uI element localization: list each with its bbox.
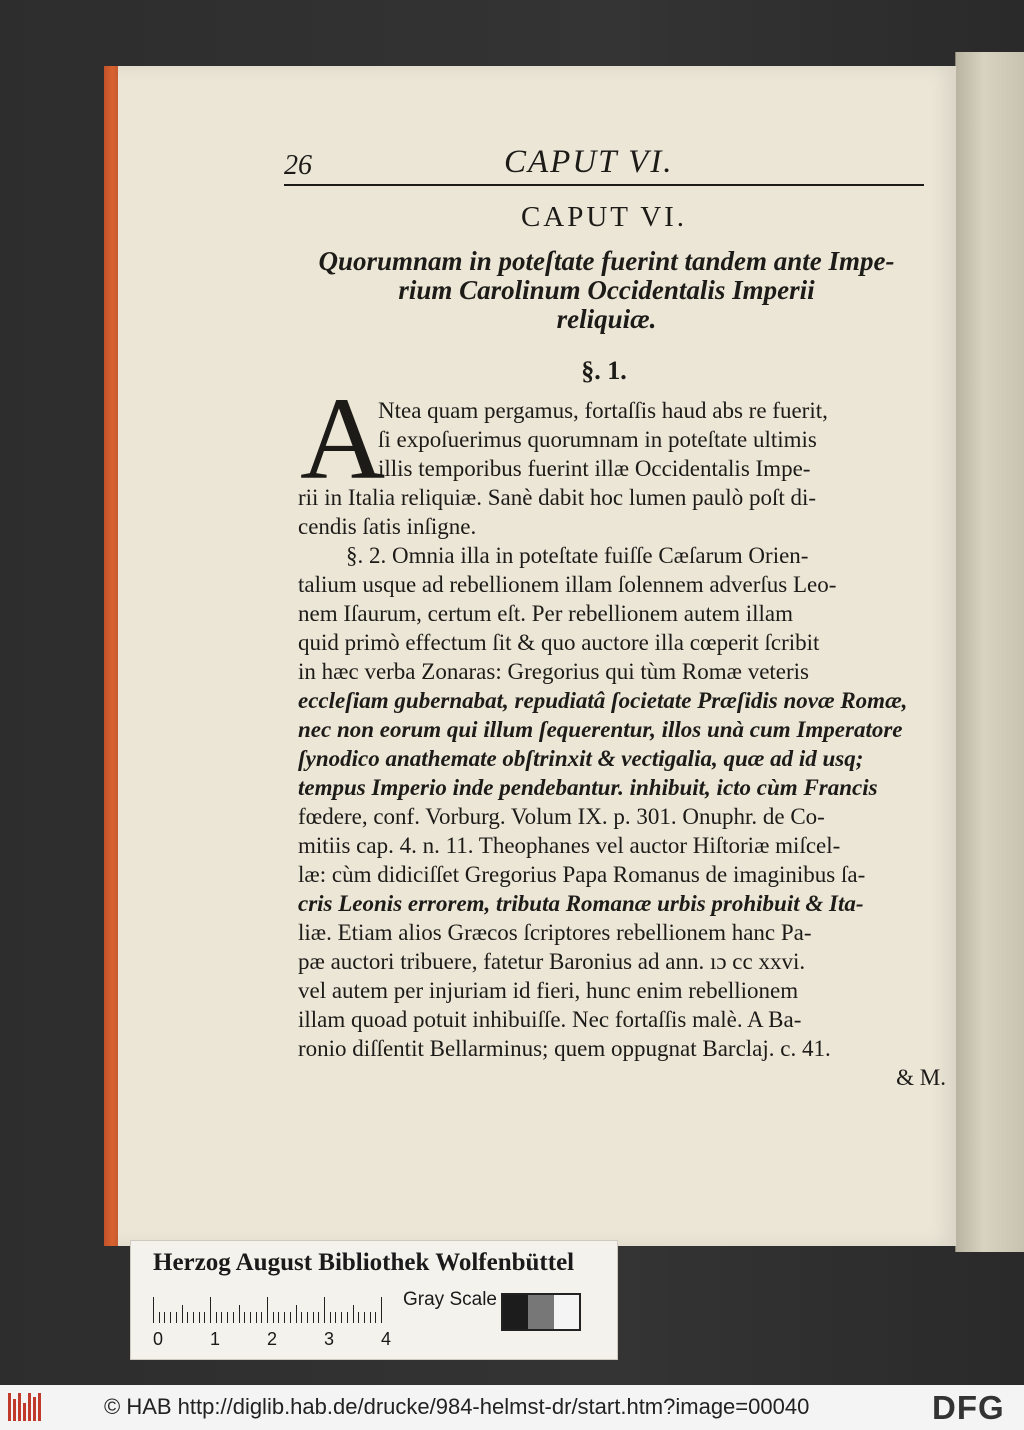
ruler-tick	[381, 1297, 382, 1323]
text-line: illis temporibus fuerint illæ Occidentalis Impe-	[378, 456, 811, 481]
barcode-icon	[8, 1393, 44, 1421]
ruler-tick	[233, 1312, 234, 1323]
footer-bar	[0, 1385, 1024, 1430]
ruler-tick	[187, 1312, 188, 1323]
section-mark: §. 1.	[581, 356, 627, 385]
text-line: ronio diſſentit Bellarminus; quem oppugnat Barclaj. c. 41.	[298, 1036, 831, 1061]
ruler-tick	[335, 1312, 336, 1323]
drop-cap-initial: A	[300, 373, 386, 504]
page-header	[284, 144, 924, 186]
ruler-tick	[290, 1312, 291, 1323]
ruler-tick	[227, 1312, 228, 1323]
ruler-tick	[284, 1312, 285, 1323]
ruler-number: 3	[324, 1329, 335, 1349]
page-red-edge	[104, 66, 118, 1246]
chapter-title: CAPUT VI.	[520, 201, 688, 233]
ruler-tick	[210, 1297, 211, 1323]
adjacent-page-edge	[955, 52, 1024, 1252]
text-line: pæ auctori tribuere, fatetur Baronius ad ann. ıɔ cc xxvi.	[298, 949, 806, 974]
ruler-tick	[256, 1312, 257, 1323]
ruler-tick	[307, 1312, 308, 1323]
text-line: quid primò effectum ſit & quo auctore illa cœperit ſcribit	[298, 630, 820, 655]
scale-ruler	[153, 1297, 393, 1323]
ruler-number: 4	[381, 1329, 392, 1349]
text-line: Ntea quam pergamus, fortaſſis haud abs re fuerit,	[378, 398, 828, 423]
ruler-tick	[296, 1305, 297, 1323]
library-name: Herzog August Bibliothek Wolfenbüttel	[153, 1249, 575, 1276]
text-line: nec non eorum qui illum ſequerentur, illos unà cum Imperatore	[298, 717, 903, 742]
subtitle-line: rium Carolinum Occidentalis Imperii	[398, 275, 815, 305]
ruler-tick	[318, 1312, 319, 1323]
ruler-tick	[353, 1305, 354, 1323]
text-line: in hæc verba Zonaras: Gregorius qui tùm Romæ veteris	[298, 659, 810, 684]
subtitle-line: reliquiæ.	[556, 304, 657, 334]
text-line: cris Leonis errorem, tributa Romanæ urbis prohibuit & Ita-	[298, 891, 864, 916]
ruler-tick	[324, 1297, 325, 1323]
text-line: ſi expoſuerimus quorumnam in poteſtate ultimis	[378, 427, 817, 452]
ruler-tick	[313, 1312, 314, 1323]
grayscale-label: Gray Scale	[403, 1289, 497, 1310]
text-line: cendis ſatis inſigne.	[298, 514, 477, 539]
ruler-tick	[341, 1312, 342, 1323]
text-line: vel autem per injuriam id fieri, hunc enim rebellionem	[298, 978, 799, 1003]
ruler-tick	[244, 1312, 245, 1323]
body-text	[298, 396, 946, 1092]
ruler-tick	[199, 1312, 200, 1323]
dfg-logo: DFG	[932, 1389, 1005, 1426]
ruler-tick	[170, 1312, 171, 1323]
running-head: CAPUT VI.	[504, 144, 674, 180]
ruler-tick	[330, 1312, 331, 1323]
ruler-tick	[301, 1312, 302, 1323]
ruler-tick	[364, 1312, 365, 1323]
text-line: talium usque ad rebellionem illam ſolennem adverſus Leo-	[298, 572, 837, 597]
ruler-tick	[358, 1312, 359, 1323]
text-line: rii in Italia reliquiæ. Sanè dabit hoc lumen paulò poſt di-	[298, 485, 817, 510]
ruler-number: 0	[153, 1329, 164, 1349]
text-line: eccleſiam gubernabat, repudiatâ ſocietate Præſidis novæ Romæ,	[298, 688, 908, 713]
ruler-tick	[159, 1312, 160, 1323]
text-line: tempus Imperio inde pendebantur. inhibuit, icto cùm Francis	[298, 775, 878, 800]
ruler-tick	[250, 1312, 251, 1323]
ruler-tick	[216, 1312, 217, 1323]
ruler-number: 2	[267, 1329, 278, 1349]
ruler-tick	[193, 1312, 194, 1323]
text-line: liæ. Etiam alios Græcos ſcriptores rebellionem hanc Pa-	[298, 920, 812, 945]
ruler-tick	[370, 1312, 371, 1323]
page-number: 26	[284, 150, 312, 181]
book-page	[104, 66, 956, 1246]
swatch-light	[554, 1295, 579, 1329]
library-color-target	[130, 1240, 618, 1360]
ruler-tick	[273, 1312, 274, 1323]
ruler-tick	[204, 1312, 205, 1323]
footer-credit-link[interactable]: © HAB http://diglib.hab.de/drucke/984-helmst-dr/start.htm?image=00040	[104, 1394, 810, 1419]
swatch-dark	[503, 1295, 528, 1329]
ruler-tick	[278, 1312, 279, 1323]
ruler-tick	[164, 1312, 165, 1323]
ruler-tick	[153, 1297, 154, 1323]
text-line: illam quoad potuit inhibuiſſe. Nec fortaſſis malè. A Ba-	[298, 1007, 802, 1032]
swatch-mid	[528, 1295, 553, 1329]
ruler-tick	[176, 1312, 177, 1323]
chapter-subtitle	[284, 242, 929, 334]
text-line: §. 2. Omnia illa in poteſtate fuiſſe Cæſarum Orien-	[346, 543, 809, 568]
ruler-tick	[261, 1312, 262, 1323]
ruler-tick	[239, 1305, 240, 1323]
ruler-tick	[375, 1312, 376, 1323]
text-line: ſynodico anathemate obſtrinxit & vectigalia, quæ ad id usq;	[298, 746, 864, 771]
ruler-tick	[221, 1312, 222, 1323]
subtitle-line: Quorumnam in poteſtate fuerint tandem ante Impe-	[318, 246, 895, 276]
grayscale-swatches	[501, 1293, 581, 1331]
catchword: & M.	[896, 1065, 946, 1090]
ruler-number: 1	[210, 1329, 221, 1349]
text-line: fœdere, conf. Vorburg. Volum IX. p. 301. Onuphr. de Co-	[298, 804, 825, 829]
text-line: mitiis cap. 4. n. 11. Theophanes vel auctor Hiſtoriæ miſcel-	[298, 833, 841, 858]
ruler-tick	[347, 1312, 348, 1323]
ruler-tick	[267, 1297, 268, 1323]
ruler-tick	[182, 1305, 183, 1323]
text-line: læ: cùm didiciſſet Gregorius Papa Romanus de imaginibus ſa-	[298, 862, 866, 887]
text-line: nem Iſaurum, certum eſt. Per rebellionem autem illam	[298, 601, 793, 626]
